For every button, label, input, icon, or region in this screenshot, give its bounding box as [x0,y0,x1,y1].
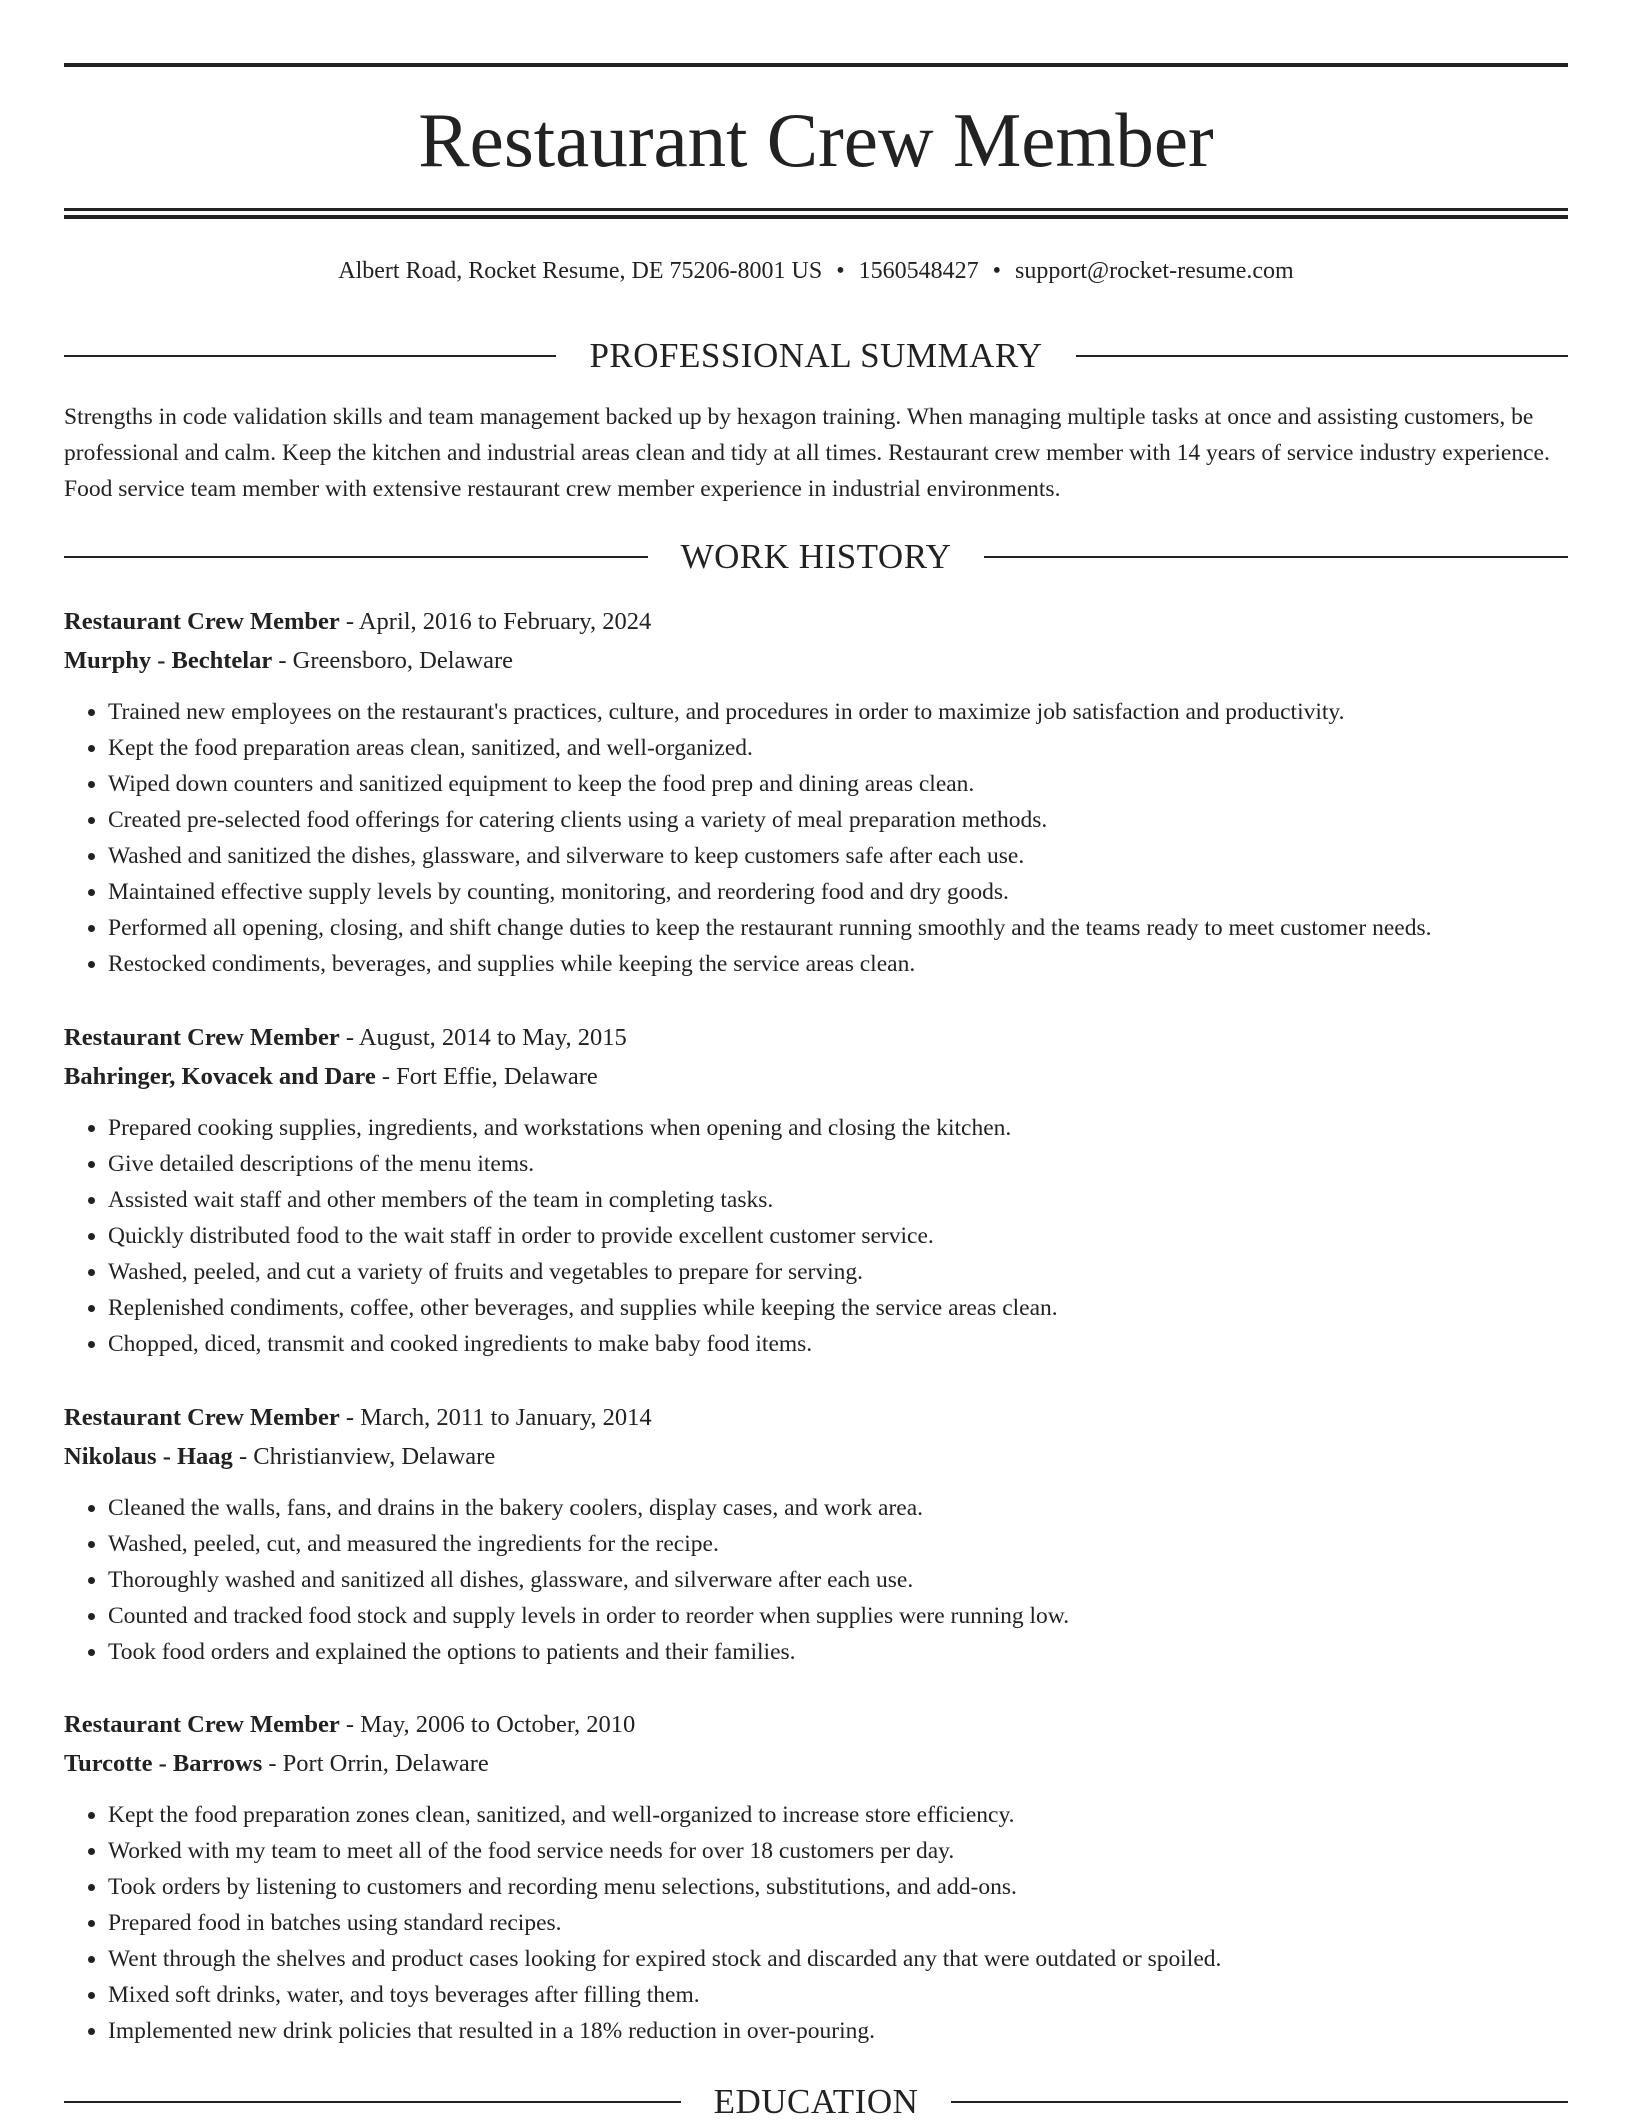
job-title: Restaurant Crew Member [64,608,340,635]
job-bullet-list [64,1797,1568,2049]
contact-line [64,254,1568,288]
job-company-line [64,641,1568,680]
contact-separator: • [992,258,1002,284]
job-bullet: • Washed, peeled, and cut a variety of fruits and vegetables to prepare for serving. [108,1254,1568,1290]
job-bullet: • Implemented new drink policies that resulted in a 18% reduction in over-pouring. [108,2013,1568,2049]
job-company-line [64,1057,1568,1096]
title-rule-upper [64,208,1568,211]
job-bullet: • Went through the shelves and product cases looking for expired stock and discarded any that were outdated or spoiled. [108,1941,1568,1977]
job-bullet: • Give detailed descriptions of the menu items. [108,1146,1568,1182]
section-heading-label: WORK HISTORY [680,537,952,576]
job-bullet: • Took orders by listening to customers and recording menu selections, substitutions, and add-ons. [108,1869,1568,1905]
resume-title: Restaurant Crew Member [418,97,1214,183]
job-bullet: • Washed, peeled, cut, and measured the ingredients for the recipe. [108,1526,1568,1562]
job-company-line [64,1744,1568,1783]
job-bullet: • Replenished condiments, coffee, other beverages, and supplies while keeping the service areas clean. [108,1290,1568,1326]
section-heading-label: PROFESSIONAL SUMMARY [589,336,1043,375]
job-dash: - [232,1443,254,1470]
job-bullet: • Wiped down counters and sanitized equipment to keep the food prep and dining areas clean. [108,766,1568,802]
job-bullet: • Washed and sanitized the dishes, glassware, and silverware to keep customers safe after each use. [108,838,1568,874]
job-company: Bahringer, Kovacek and Dare [64,1063,376,1090]
heading-rule-left [64,2101,681,2103]
job-entry [64,602,1568,982]
job-bullet: • Assisted wait staff and other members of the team in completing tasks. [108,1182,1568,1218]
summary-text: Strengths in code validation skills and team management backed up by hexagon training. When managing multiple tasks at once and assisting customers, be professional and calm. Keep the kitchen and industrial areas clean and tidy at all times. Restaurant crew member with 14 years of service industry experience. Food service team member with extensive restaurant crew member experience in industrial environments. [64,404,1550,502]
job-company-line [64,1437,1568,1476]
job-location: Christianview, Delaware [253,1443,496,1470]
job-bullet: • Trained new employees on the restaurant's practices, culture, and procedures in order to maximize job satisfaction and productivity. [108,694,1568,730]
job-location: Fort Effie, Delaware [396,1063,598,1090]
job-bullet-list [64,1490,1568,1670]
job-title: Restaurant Crew Member [64,1024,340,1051]
heading-rule-right [984,556,1568,558]
job-title-line [64,1398,1568,1437]
job-dates: May, 2006 to October, 2010 [360,1711,636,1738]
job-entry [64,1398,1568,1670]
job-dash: - [339,608,359,635]
job-location: Port Orrin, Delaware [282,1750,489,1777]
title-rule-lower [64,215,1568,219]
section-heading-summary [64,334,1568,378]
job-dash: - [272,647,293,674]
job-title: Restaurant Crew Member [64,1711,340,1738]
heading-rule-left [64,355,556,357]
top-rule [64,63,1568,67]
contact-separator: • [836,258,845,284]
contact-address: Albert Road, Rocket Resume, DE 75206-8001 US [338,258,823,284]
heading-rule-left [64,556,648,558]
heading-rule-right [951,2101,1568,2103]
job-bullet: • Kept the food preparation zones clean, sanitized, and well-organized to increase store efficiency. [108,1797,1568,1833]
job-bullet-list [64,1110,1568,1362]
job-bullet: • Prepared cooking supplies, ingredients, and workstations when opening and closing the kitchen. [108,1110,1568,1146]
job-location: Greensboro, Delaware [292,647,514,674]
section-heading-work-history [64,535,1568,579]
heading-rule-right [1076,355,1568,357]
job-company: Murphy - Bechtelar [64,647,273,674]
job-dash: - [375,1063,397,1090]
job-company: Nikolaus - Haag [64,1443,233,1470]
section-heading-label: EDUCATION [713,2082,919,2121]
job-title: Restaurant Crew Member [64,1404,340,1431]
job-bullet: • Performed all opening, closing, and shift change duties to keep the restaurant running smoothly and the teams ready to meet customer needs. [108,910,1568,946]
job-dash: - [339,1711,361,1738]
job-entry [64,1705,1568,2049]
job-dates: April, 2016 to February, 2024 [358,608,652,635]
job-bullet: • Restocked condiments, beverages, and supplies while keeping the service areas clean. [108,946,1568,982]
job-bullet: • Mixed soft drinks, water, and toys beverages after filling them. [108,1977,1568,2013]
contact-email: support@rocket-resume.com [1015,258,1294,284]
job-bullet: • Took food orders and explained the options to patients and their families. [108,1634,1568,1670]
job-bullet: • Counted and tracked food stock and supply levels in order to reorder when supplies were running low. [108,1598,1568,1634]
job-dash: - [339,1024,359,1051]
job-bullet: • Kept the food preparation areas clean, sanitized, and well-organized. [108,730,1568,766]
job-title-line [64,1705,1568,1744]
contact-phone: 1560548427 [858,258,979,284]
job-bullet: • Prepared food in batches using standard recipes. [108,1905,1568,1941]
job-dash: - [262,1750,283,1777]
job-bullet-list [64,694,1568,982]
section-heading-education [64,2080,1568,2124]
job-bullet: • Maintained effective supply levels by counting, monitoring, and reordering food and dry goods. [108,874,1568,910]
job-bullet: • Worked with my team to meet all of the food service needs for over 18 customers per day. [108,1833,1568,1869]
job-title-line [64,602,1568,641]
job-bullet: • Created pre-selected food offerings for catering clients using a variety of meal preparation methods. [108,802,1568,838]
job-bullet: • Chopped, diced, transmit and cooked ingredients to make baby food items. [108,1326,1568,1362]
job-bullet: • Quickly distributed food to the wait staff in order to provide excellent customer service. [108,1218,1568,1254]
job-dates: March, 2011 to January, 2014 [360,1404,652,1431]
job-title-line [64,1018,1568,1057]
job-bullet: • Thoroughly washed and sanitized all dishes, glassware, and silverware after each use. [108,1562,1568,1598]
job-dash: - [339,1404,361,1431]
job-entry [64,1018,1568,1362]
job-dates: August, 2014 to May, 2015 [358,1024,627,1051]
job-company: Turcotte - Barrows [64,1750,263,1777]
job-bullet: • Cleaned the walls, fans, and drains in the bakery coolers, display cases, and work area. [108,1490,1568,1526]
